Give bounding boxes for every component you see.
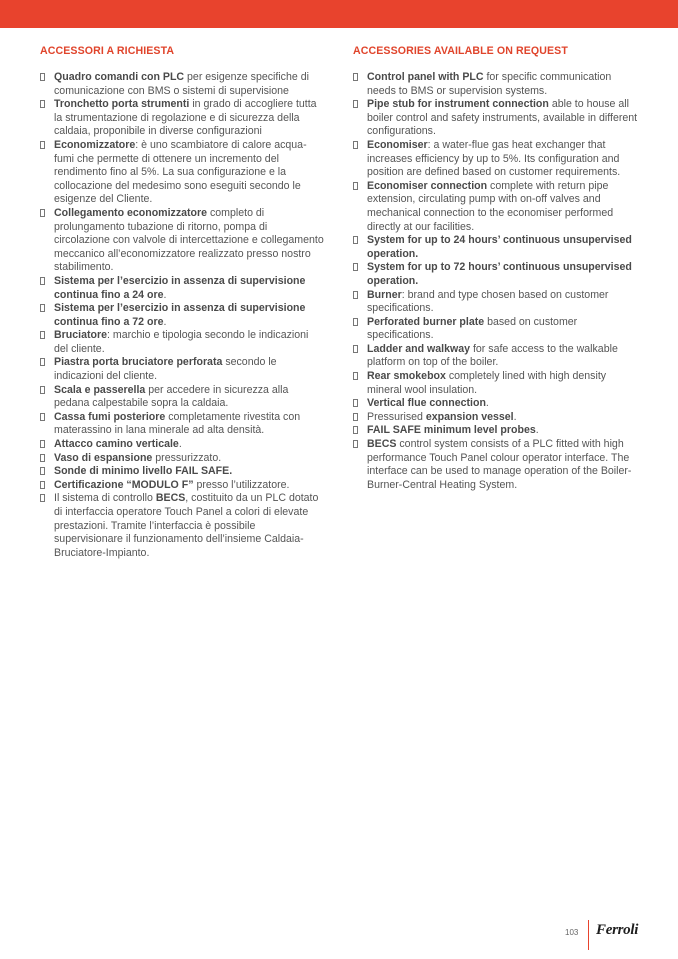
list-item xyxy=(40,71,325,98)
item-bold-text: Sonde di minimo livello FAIL SAFE. xyxy=(54,465,233,478)
list-item xyxy=(40,302,325,329)
item-bold-text: Sistema per l’esercizio in assenza di supervisione continua fino a 72 ore xyxy=(54,302,306,328)
bullet-icon xyxy=(40,494,45,502)
item-bold-text: System for up to 24 hours’ continuous unsupervised operation. xyxy=(367,234,632,260)
bullet-icon xyxy=(40,73,45,81)
bullet-icon xyxy=(40,454,45,462)
bullet-icon xyxy=(353,182,358,190)
item-bold-text: Rear smokebox xyxy=(367,370,446,383)
bullet-icon xyxy=(353,440,358,448)
item-bold-text: System for up to 72 hours’ continuous unsupervised operation. xyxy=(367,261,632,287)
bullet-icon xyxy=(40,304,45,312)
bullet-icon xyxy=(353,236,358,244)
item-text: . xyxy=(163,315,167,328)
item-bold-text: Cassa fumi posteriore xyxy=(54,410,166,423)
ferroli-logo: Ferroli xyxy=(596,922,639,938)
item-text: secondo le indicazioni del cliente. xyxy=(54,356,277,383)
list-item xyxy=(40,207,325,275)
item-bold-text: Quadro comandi con PLC xyxy=(54,71,185,83)
item-text: : è uno scambiatore di calore acqua-fumi che permette di ottenere un incremento del rendimento fino al 5%. La sua configurazione e la collocazione del medesimo sono eseguiti secondo le esigenze del Cliente. xyxy=(54,138,307,206)
list-item xyxy=(40,356,325,383)
list-item xyxy=(353,438,643,492)
bullet-icon xyxy=(353,426,358,434)
item-text: for specific communication needs to BMS or supervision systems. xyxy=(367,71,612,97)
item-bold-text: Collegamento economizzatore xyxy=(54,206,208,219)
item-bold-text: Vaso di espansione xyxy=(54,451,153,464)
bullet-icon xyxy=(40,141,45,149)
list-item xyxy=(40,384,325,411)
bullet-icon xyxy=(40,277,45,285)
item-bold-text: Economiser xyxy=(367,138,428,151)
bullet-icon xyxy=(40,467,45,475)
item-text: . xyxy=(178,438,182,451)
list-item xyxy=(353,180,643,234)
item-text: Pressurised xyxy=(367,410,426,423)
bullet-icon xyxy=(353,100,358,108)
item-text: complete with return pipe extension, circulating pump with on-off valves and mechanical connection to the economiser performed directly at our facilities. xyxy=(367,179,614,233)
list-item xyxy=(353,98,643,139)
bullet-icon xyxy=(353,413,358,421)
item-text: : a water-flue gas heat exchanger that increases efficiency by up to 5%. Its configuration and position are defined based on customer requirements. xyxy=(367,138,621,179)
item-text: pressurizzato. xyxy=(152,451,222,464)
bullet-icon xyxy=(353,318,358,326)
item-text: in grado di accogliere tutta la strumentazione di regolazione e di sicurezza della caldaia, proponibile in diverse configurazioni xyxy=(54,98,317,138)
item-text: . xyxy=(163,288,167,301)
list-item xyxy=(40,329,325,356)
list-item xyxy=(40,139,325,207)
list-item xyxy=(353,261,643,288)
item-bold-text: Certificazione “MODULO F” xyxy=(54,478,194,491)
item-bold-text: Perforated burner plate xyxy=(367,315,485,328)
list-item xyxy=(353,343,643,370)
item-bold-text: Economiser connection xyxy=(367,179,488,192)
item-bold-text: Economizzatore xyxy=(54,138,136,151)
bullet-icon xyxy=(40,481,45,489)
list-item xyxy=(40,452,325,466)
item-text: . xyxy=(513,410,517,423)
item-text: , costituito da un PLC dotato di interfaccia operatore Touch Panel a colori di elevate prestazioni. Tramite l’interfaccia è possibile supervisionare il funzionamento dell’insieme Caldaia-Bruciatore-Impianto. xyxy=(54,492,319,559)
list-item xyxy=(40,98,325,139)
item-text: . xyxy=(485,397,489,410)
bullet-icon xyxy=(40,413,45,421)
bullet-icon xyxy=(40,440,45,448)
bullet-icon xyxy=(40,100,45,108)
list-item xyxy=(353,397,643,411)
item-bold-text: Tronchetto porta strumenti xyxy=(54,98,190,111)
bullet-icon xyxy=(40,358,45,366)
english-column xyxy=(353,44,643,492)
bullet-icon xyxy=(353,372,358,380)
item-bold-text: Burner xyxy=(367,288,402,301)
item-text: for safe access to the walkable platform on top of the boiler. xyxy=(367,342,618,369)
list-item xyxy=(353,139,643,180)
item-bold-text: Vertical flue connection xyxy=(367,397,486,410)
item-bold-text: Control panel with PLC xyxy=(367,71,484,83)
bullet-icon xyxy=(353,73,358,81)
item-text: per esigenze specifiche di comunicazione con BMS o sistemi di supervisione xyxy=(54,71,309,97)
bullet-icon xyxy=(40,386,45,394)
italian-heading: ACCESSORI A RICHIESTA xyxy=(40,45,175,57)
bullet-icon xyxy=(353,291,358,299)
item-text: based on customer specifications. xyxy=(367,315,578,342)
item-text: presso l’utilizzatore. xyxy=(193,478,290,491)
italian-column xyxy=(40,44,325,560)
item-text: . xyxy=(535,424,539,437)
item-text: control system consists of a PLC fitted with high performance Touch Panel colour operator interface. The interface can be used to manage operation of the Boiler-Burner-Central Heating System. xyxy=(367,438,632,491)
item-text: : marchio e tipologia secondo le indicazioni del cliente. xyxy=(54,329,309,355)
page-number: 103 xyxy=(565,928,579,937)
item-bold-text: expansion vessel xyxy=(425,410,514,423)
list-item xyxy=(353,234,643,261)
item-bold-text: Ladder and walkway xyxy=(367,342,471,355)
item-bold-text: BECS xyxy=(367,438,397,451)
item-text: able to house all boiler control and safety instruments, available in different configurations. xyxy=(367,98,638,138)
item-text: Il sistema di controllo xyxy=(54,492,156,505)
list-item xyxy=(353,316,643,343)
item-bold-text: Pipe stub for instrument connection xyxy=(367,98,549,111)
item-bold-text: FAIL SAFE minimum level probes xyxy=(367,424,536,437)
item-bold-text: Sistema per l’esercizio in assenza di supervisione continua fino a 24 ore xyxy=(54,274,306,301)
list-item xyxy=(40,465,325,479)
list-item xyxy=(40,275,325,302)
item-text: completely lined with high density mineral wool insulation. xyxy=(367,370,607,396)
item-text: completo di prolungamento tubazione di ritorno, pompa di circolazione con valvole di intercettazione e collegamento meccanico all’economizzatore realizzato presso nostro stabilimento. xyxy=(54,206,324,274)
bullet-icon xyxy=(40,209,45,217)
list-item xyxy=(40,438,325,452)
item-bold-text: BECS xyxy=(155,492,186,505)
bullet-icon xyxy=(353,399,358,407)
item-bold-text: Scala e passerella xyxy=(54,383,146,396)
english-accessory-list xyxy=(353,71,643,492)
english-heading: ACCESSORIES AVAILABLE ON REQUEST xyxy=(353,45,568,57)
item-bold-text: Attacco camino verticale xyxy=(54,438,179,451)
bullet-icon xyxy=(353,345,358,353)
list-item xyxy=(353,411,643,425)
item-bold-text: Piastra porta bruciatore perforata xyxy=(54,356,223,369)
footer-divider xyxy=(588,920,589,950)
list-item xyxy=(353,424,643,438)
item-text: : brand and type chosen based on customer specifications. xyxy=(367,288,609,315)
bullet-icon xyxy=(353,263,358,271)
list-item xyxy=(353,289,643,316)
list-item xyxy=(40,479,325,493)
bullet-icon xyxy=(353,141,358,149)
italian-accessory-list xyxy=(40,71,325,560)
list-item xyxy=(40,411,325,438)
list-item xyxy=(40,492,325,560)
bullet-icon xyxy=(40,331,45,339)
item-bold-text: Bruciatore xyxy=(54,329,107,342)
top-color-band xyxy=(0,0,678,28)
list-item xyxy=(353,71,643,98)
item-text: completamente rivestita con materassino in lana minerale ad alta densità. xyxy=(54,410,301,437)
list-item xyxy=(353,370,643,397)
item-text: per accedere in sicurezza alla pedana calpestabile sopra la caldaia. xyxy=(54,383,289,410)
